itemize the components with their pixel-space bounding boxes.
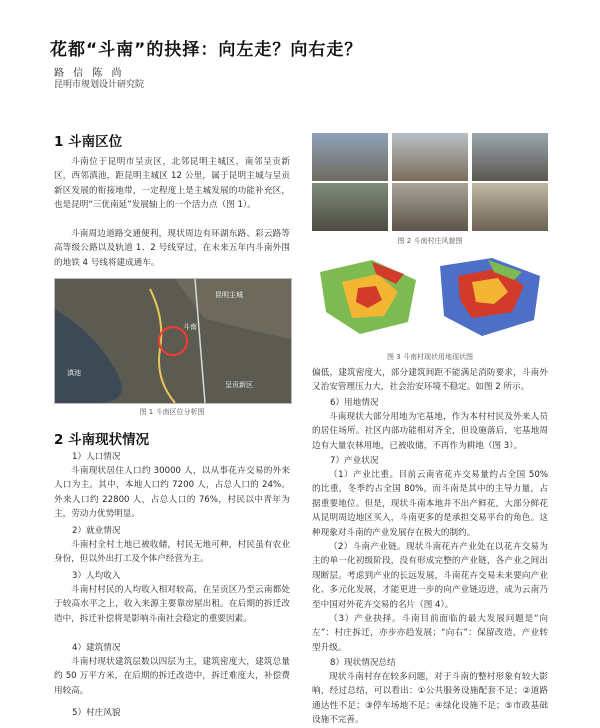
section-1-paragraph-2: 斗南周边道路交通便利，现状周边有环湖东路、彩云路等高等级公路以及轨道 1、2 号线穿过，在未来五年内斗南外围的地铁 4 号线将建成通车。 bbox=[54, 229, 290, 268]
paragraph-population: 斗南现状居住人口约 30000 人，以从事花卉交易的外来人口为主。其中，本地人口约 7200 人，占总人口的 24%。外来人口约 22800 人，占总人口的 76%，村民以中青年为主，劳动力优势明显。 bbox=[54, 466, 290, 520]
paragraph-continued: 偏低，建筑密度大，部分建筑间距不能满足消防要求，斗南外又治安管理压力大，社会治安环境不稳定。如图 2 所示。 bbox=[312, 368, 548, 393]
paragraph-land-use: 斗南现状大部分用地为宅基地，作为本村村民及外来人员的居住场所。社区内部功能相对齐全，但设施落后，宅基地周边有大量农林用地，已被收储，不再作为耕地（图 3）。 bbox=[312, 412, 548, 451]
subheading-industry: 7）产业状况 bbox=[330, 456, 379, 466]
map-label: 滇池 bbox=[67, 369, 81, 377]
section-2-heading: 2 斗南现状情况 bbox=[54, 432, 150, 448]
figure-1-caption: 图 1 斗南区位分析图 bbox=[139, 408, 205, 416]
figure-3-caption: 图 3 斗南村现状用地现状图 bbox=[387, 353, 473, 361]
land-use-map-right bbox=[440, 258, 540, 336]
paragraph-buildings: 斗南村现状建筑层数以四层为主，建筑密度大，建筑总量约 50 万平方米，在后期的拆迁改造中，拆迁难度大，补偿费用较高。 bbox=[54, 657, 290, 696]
figure-1-location-map bbox=[54, 278, 292, 404]
paragraph-industry-chain: （2）斗南产业链。现状斗南花卉产业处在以花卉交易为主的单一化初级阶段，没有形成完整的产业链，各产业之间出现断层。考虑到产业的长远发展，斗南花卉交易未来要向产业化、多元化发展，才能更进一步的向产业链迈进，成为云南乃至中国对外花卉交易的名片（图 4）。 bbox=[312, 542, 548, 610]
map-label: 昆明主城 bbox=[215, 291, 243, 299]
subheading-income: 3）人均收入 bbox=[72, 571, 121, 581]
paragraph-income: 斗南村村民的人均收入相对较高，在呈贡区乃至云南都处于较高水平之上，收入来源主要靠房屋出租。在后期的拆迁改造中，拆迁补偿将是影响斗南社会稳定的重要因素。 bbox=[54, 585, 290, 624]
authors: 路 信 陈 尚 bbox=[54, 68, 125, 79]
paragraph-industry-share: （1）产业比重。目前云南省花卉交易量约占全国 50% 的比重，冬季约占全国 80%，而斗南是其中的主导力量，占据重要地位。但是，现状斗南本地并不出产鲜花，大部分鲜花从昆明周边地区买入，斗南更多的是承担交易平台的角色。这种现象对斗南的产业发展存在极大的制约。 bbox=[312, 470, 548, 538]
subheading-employment: 2）就业情况 bbox=[72, 526, 121, 536]
subheading-population: 1）人口情况 bbox=[72, 452, 121, 462]
village-photo bbox=[392, 133, 468, 181]
map-label: 斗南 bbox=[183, 323, 197, 331]
subheading-village-style: 5）村庄风貌 bbox=[72, 708, 121, 718]
village-photo bbox=[312, 133, 388, 181]
paragraph-industry-choice: （3）产业抉择。斗南目前面临的最大发展问题是“向左”：村庄拆迁，亦步亦趋发展；“向右”：保留改造，产业转型升级。 bbox=[312, 614, 548, 653]
village-photo bbox=[472, 133, 548, 181]
section-1-paragraph-1: 斗南位于昆明市呈贡区，北邻昆明主城区，南邻呈贡新区，西邻滇池，距昆明主城区 12 公里，属于昆明主城与呈贡新区发展的衔接地带，一定程度上是主城发展的功能补充区，也是昆明“三优南延”发展轴上的一个活力点（图 1）。 bbox=[54, 157, 290, 211]
page-title: 花都“斗南”的抉择：向左走？向右走？ bbox=[50, 40, 363, 60]
affiliation: 昆明市规划设计研究院 bbox=[54, 80, 145, 90]
subheading-buildings: 4）建筑情况 bbox=[72, 643, 121, 653]
figure-2-caption: 图 2 斗南村庄风貌图 bbox=[397, 237, 463, 245]
land-use-map-left bbox=[320, 260, 416, 334]
section-1-heading: 1 斗南区位 bbox=[54, 134, 123, 150]
paragraph-employment: 斗南村全村土地已被收储，村民无地可种，村民虽有农业身份，但以外出打工及个体户经营为主。 bbox=[54, 540, 290, 565]
subheading-summary: 8）现状情况总结 bbox=[330, 658, 396, 668]
figure-3-land-use-maps bbox=[312, 252, 548, 340]
village-photo bbox=[392, 183, 468, 231]
village-photo bbox=[472, 183, 548, 231]
paragraph-summary: 现状斗南村存在较多问题，对于斗南的整村形象有较大影响，经过总结，可以看出：①公共服务设施配套不足；②道路通达性不足；③停车场地不足；④绿化设施不足；⑤市政基础设施不完善。 bbox=[312, 672, 548, 726]
map-label: 呈贡新区 bbox=[225, 381, 253, 389]
subheading-land-use: 6）用地情况 bbox=[330, 398, 379, 408]
village-photo bbox=[312, 183, 388, 231]
figure-2-photo-grid bbox=[312, 133, 548, 231]
